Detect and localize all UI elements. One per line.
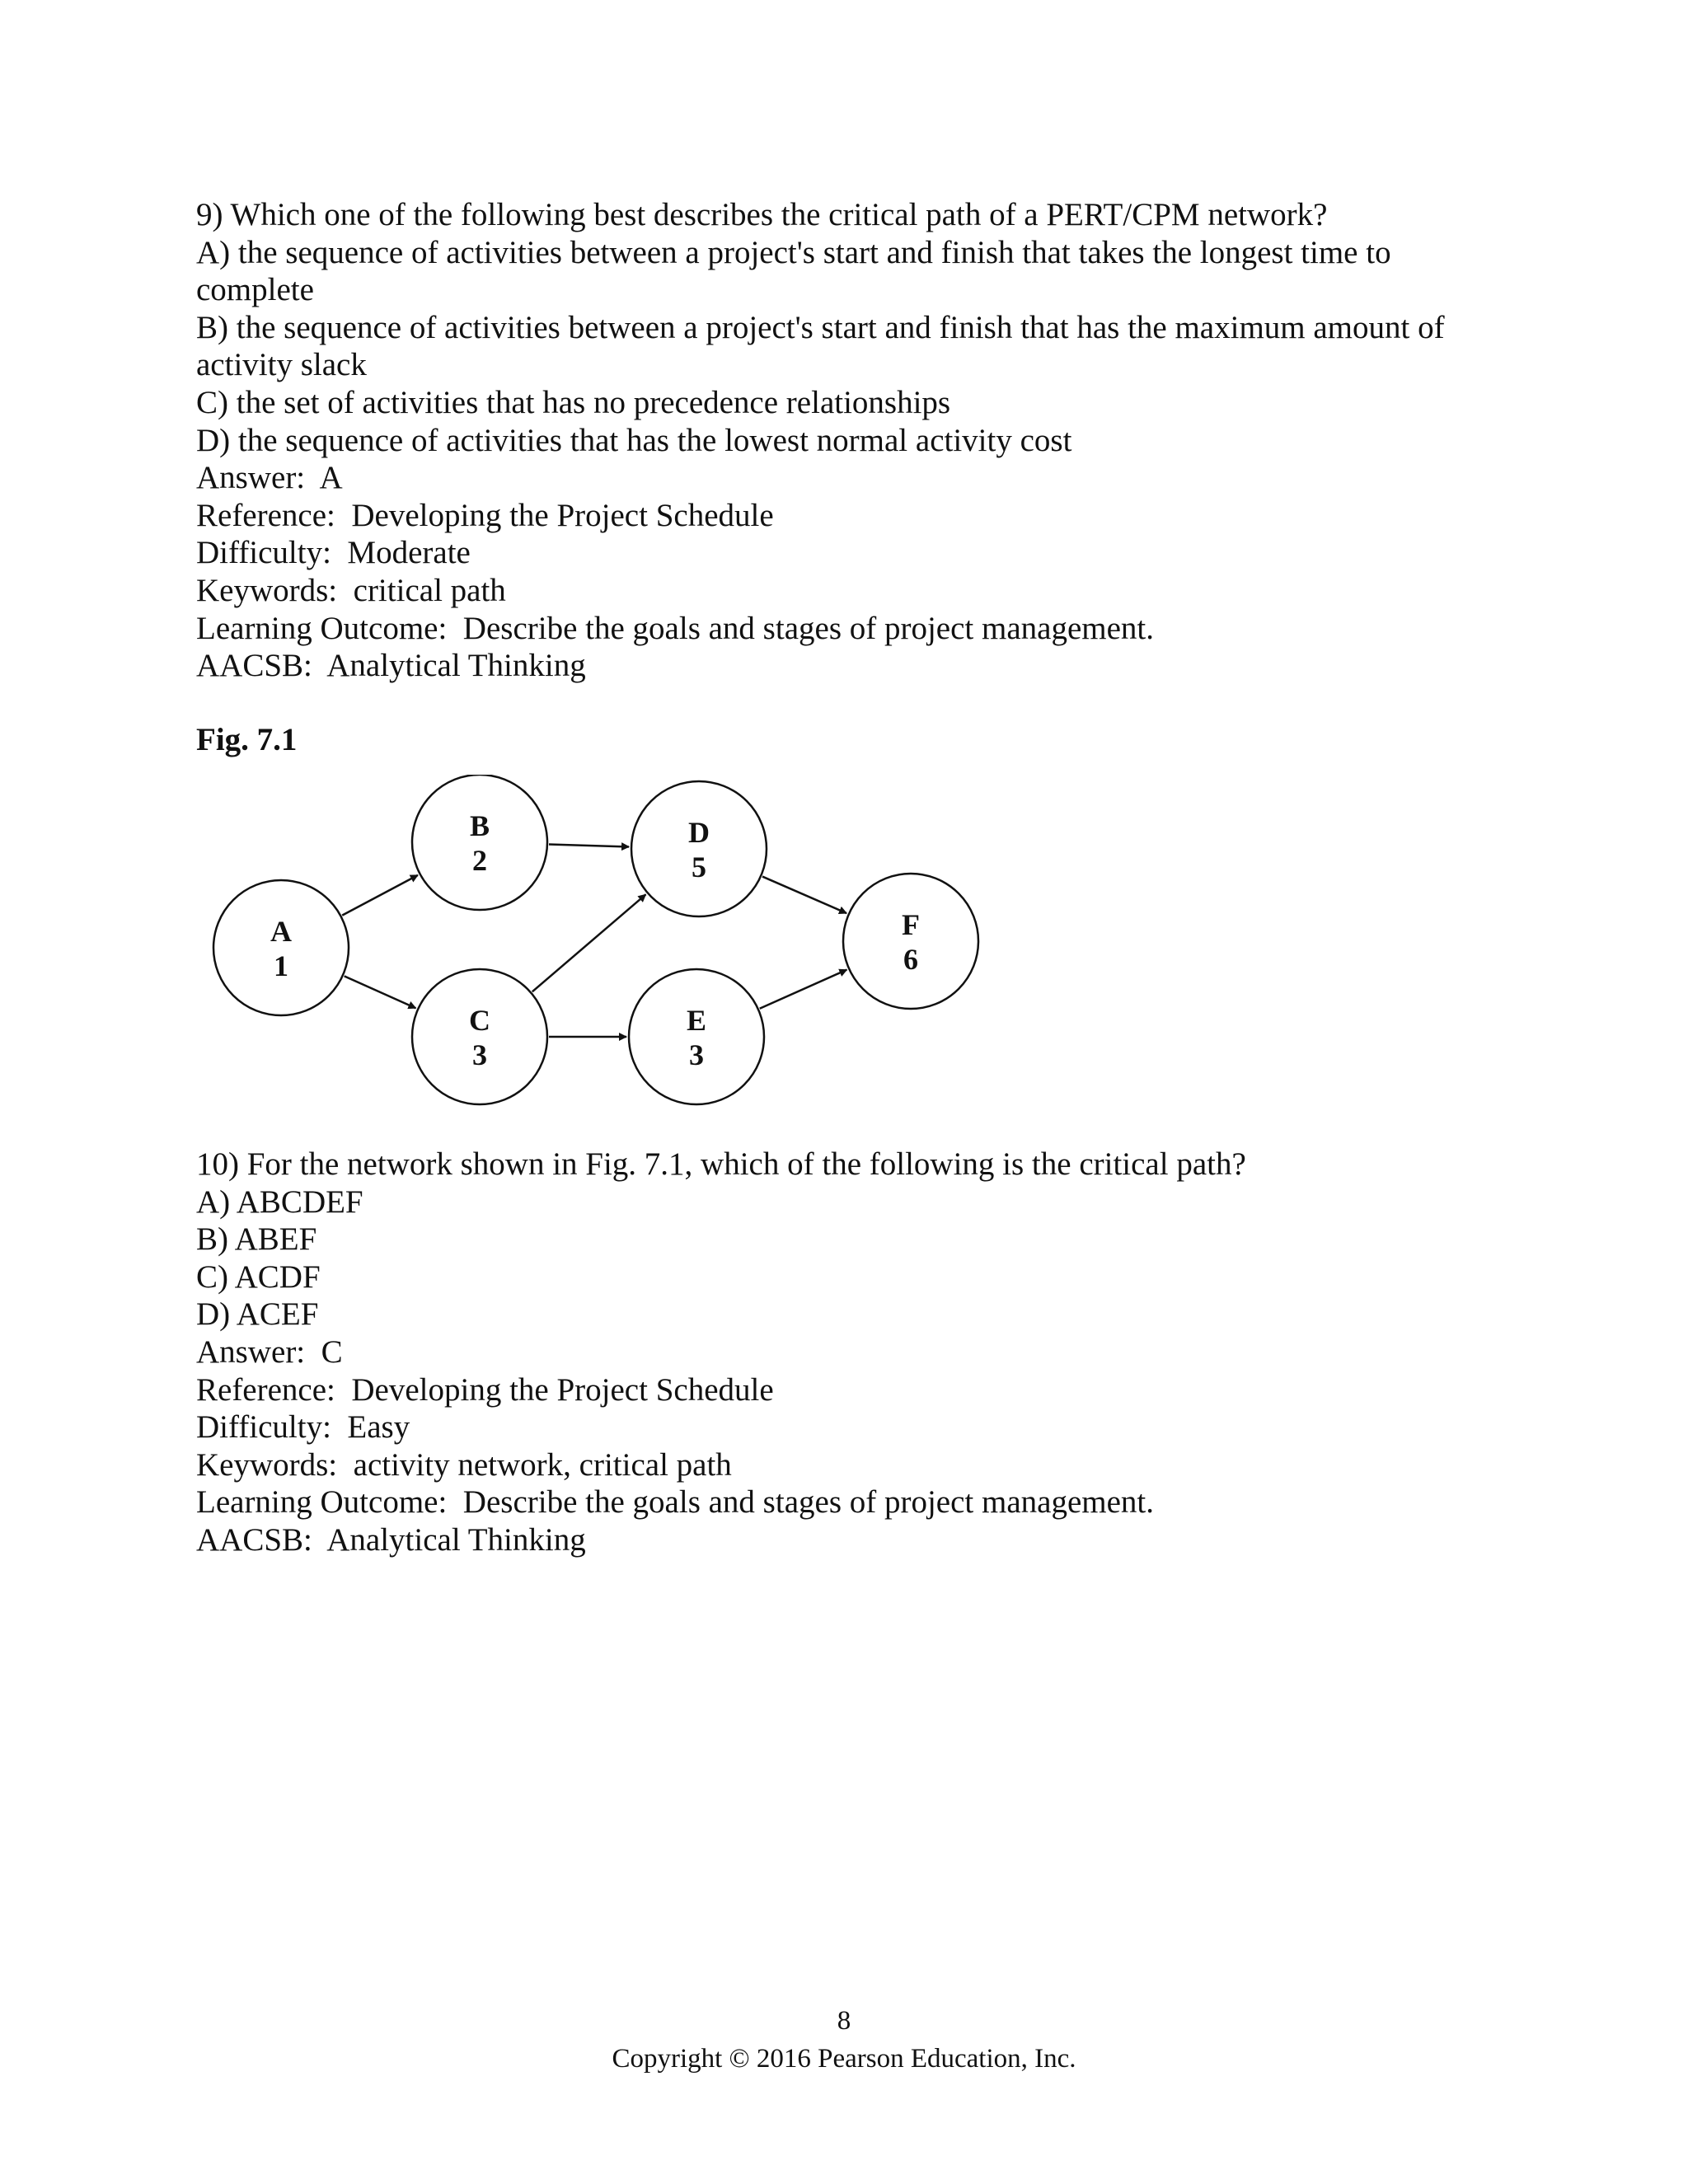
arrow-a-to-b (342, 875, 418, 916)
arrow-e-to-f (760, 970, 847, 1009)
page-number: 8 (837, 2006, 851, 2036)
node-duration-label: 1 (274, 949, 288, 982)
copyright-notice: Copyright © 2016 Pearson Education, Inc. (612, 2044, 1076, 2074)
question-9-reference: Reference: Developing the Project Schedule (196, 497, 774, 533)
node-activity-label: A (270, 915, 292, 948)
node-circle (843, 874, 978, 1009)
node-duration-label: 2 (472, 844, 487, 877)
question-9-option-b: B) the sequence of activities between a project's start and finish that has the maximum amount of (196, 309, 1445, 345)
question-10-difficulty: Difficulty: Easy (196, 1409, 410, 1446)
question-9-keywords: Keywords: critical path (196, 572, 506, 608)
question-9-aacsb: AACSB: Analytical Thinking (196, 648, 586, 684)
question-9-option-c: C) the set of activities that has no precedence relationships (196, 384, 951, 420)
question-10-stem: 10) For the network shown in Fig. 7.1, which of the following is the critical path? (196, 1146, 1246, 1182)
activity-network-diagram (204, 775, 1004, 1121)
question-10-keywords: Keywords: activity network, critical path (196, 1446, 732, 1483)
question-9 (196, 196, 1515, 685)
question-9-stem: 9) Which one of the following best describes the critical path of a PERT/CPM network? (196, 197, 1328, 232)
node-activity-label: C (469, 1004, 490, 1037)
node-circle (631, 781, 767, 916)
question-9-learning-outcome: Learning Outcome: Describe the goals and stages of project management. (196, 610, 1155, 646)
node-e (629, 969, 764, 1104)
node-circle (412, 969, 547, 1104)
arrow-a-to-c (345, 976, 416, 1008)
node-b (412, 775, 547, 910)
question-9-option-b-continued: activity slack (196, 347, 367, 383)
node-duration-label: 3 (689, 1038, 704, 1071)
node-activity-label: F (902, 908, 920, 941)
node-f (843, 874, 978, 1009)
node-circle (412, 775, 547, 910)
node-a (213, 880, 349, 1015)
node-duration-label: 5 (692, 851, 706, 883)
question-10-reference: Reference: Developing the Project Schedule (196, 1371, 774, 1408)
question-10-option-a: A) ABCDEF (196, 1183, 363, 1220)
question-9-option-a: A) the sequence of activities between a project's start and finish that takes the longest time to (196, 234, 1391, 270)
question-10 (196, 1146, 1515, 1559)
node-activity-label: B (469, 809, 490, 842)
node-circle (629, 969, 764, 1104)
arrow-c-to-d (532, 894, 646, 991)
node-circle (213, 880, 349, 1015)
question-9-difficulty: Difficulty: Moderate (196, 535, 471, 571)
node-activity-label: E (686, 1004, 707, 1037)
question-10-learning-outcome: Learning Outcome: Describe the goals and stages of project management. (196, 1484, 1155, 1521)
node-d (631, 781, 767, 916)
question-10-option-b: B) ABEF (196, 1221, 317, 1258)
node-duration-label: 6 (903, 943, 918, 976)
question-9-option-d: D) the sequence of activities that has the lowest normal activity cost (196, 422, 1072, 458)
question-9-answer: Answer: A (196, 460, 343, 496)
question-9-option-a-continued: complete (196, 272, 314, 308)
question-10-option-d: D) ACEF (196, 1296, 319, 1333)
node-activity-label: D (688, 816, 710, 849)
figure-label: Fig. 7.1 (196, 722, 298, 757)
question-10-aacsb: AACSB: Analytical Thinking (196, 1521, 586, 1558)
node-c (412, 969, 547, 1104)
question-10-option-c: C) ACDF (196, 1258, 321, 1295)
arrow-b-to-d (549, 845, 629, 847)
question-10-answer: Answer: C (196, 1333, 343, 1370)
node-duration-label: 3 (472, 1038, 487, 1071)
arrow-d-to-f (762, 877, 846, 913)
